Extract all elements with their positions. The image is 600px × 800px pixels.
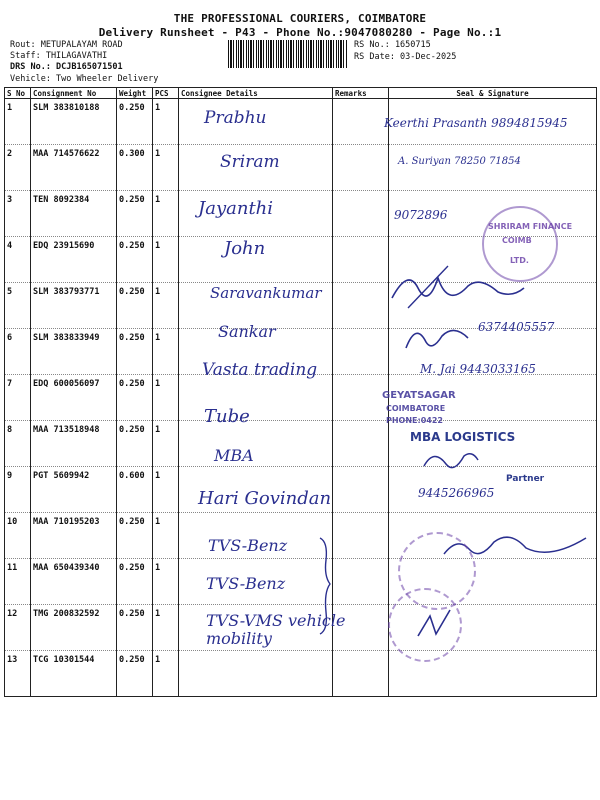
sno-cell: 4	[5, 237, 31, 283]
signature-text: A. Suriyan 78250 71854	[398, 156, 521, 167]
consignee-cell	[179, 421, 333, 467]
weight-cell: 0.250	[117, 283, 153, 329]
pcs-cell: 1	[153, 651, 179, 697]
route-label: Rout: METUPALAYAM ROAD	[10, 40, 123, 50]
weight-cell: 0.250	[117, 375, 153, 421]
table-header-row	[5, 88, 597, 99]
pcs-cell: 1	[153, 513, 179, 559]
rs-date: RS Date: 03-Dec-2025	[354, 52, 457, 62]
handwritten-consignee: Hari Govindan	[198, 488, 332, 509]
handwritten-consignee: Prabhu	[204, 108, 267, 128]
sno-cell: 13	[5, 651, 31, 697]
weight-cell: 0.600	[117, 467, 153, 513]
handwritten-consignee: Vasta trading	[202, 360, 318, 380]
seal-text: SHRIRAM FINANCE	[488, 222, 573, 231]
pcs-cell: 1	[153, 421, 179, 467]
consignment-cell: SLM 383793771	[31, 283, 117, 329]
rs-number: RS No.: 1650715	[354, 40, 431, 50]
weight-cell: 0.250	[117, 329, 153, 375]
signature-cell	[389, 145, 597, 191]
table-row	[5, 651, 597, 697]
sno-cell: 1	[5, 99, 31, 145]
remarks-cell	[333, 283, 389, 329]
col-header-sno: S No	[5, 88, 31, 99]
weight-cell: 0.250	[117, 191, 153, 237]
weight-cell: 0.250	[117, 651, 153, 697]
remarks-cell	[333, 237, 389, 283]
remarks-cell	[333, 651, 389, 697]
weight-cell: 0.250	[117, 99, 153, 145]
sno-cell: 12	[5, 605, 31, 651]
table-row	[5, 145, 597, 191]
handwritten-consignee: TVS-Benz	[206, 574, 286, 593]
weight-cell: 0.250	[117, 513, 153, 559]
consignment-cell: MAA 650439340	[31, 559, 117, 605]
sno-cell: 3	[5, 191, 31, 237]
col-header-consignment: Consignment No	[31, 88, 117, 99]
consignee-cell	[179, 375, 333, 421]
pcs-cell: 1	[153, 375, 179, 421]
pcs-cell: 1	[153, 145, 179, 191]
seal-text: LTD.	[510, 256, 529, 265]
pcs-cell: 1	[153, 191, 179, 237]
signature-scribble	[402, 318, 472, 358]
col-header-weight: Weight	[117, 88, 153, 99]
signature-text: 6374405557	[478, 320, 555, 334]
seal-text: GEYATSAGAR	[382, 390, 456, 401]
col-header-signature: Seal & Signature	[389, 88, 597, 99]
col-header-remarks: Remarks	[333, 88, 389, 99]
remarks-cell	[333, 329, 389, 375]
logistics-stamp: MBA LOGISTICS	[410, 430, 516, 444]
sno-cell: 11	[5, 559, 31, 605]
seal-text: PHONE:0422	[386, 416, 443, 425]
weight-cell: 0.300	[117, 145, 153, 191]
remarks-cell	[333, 513, 389, 559]
consignment-cell: EDQ 23915690	[31, 237, 117, 283]
signature-text: M. Jai 9443033165	[420, 362, 536, 376]
remarks-cell	[333, 145, 389, 191]
pcs-cell: 1	[153, 329, 179, 375]
round-seal-stamp	[388, 588, 462, 662]
consignment-cell: MAA 713518948	[31, 421, 117, 467]
pcs-cell: 1	[153, 99, 179, 145]
staff-label: Staff: THILAGAVATHI	[10, 51, 108, 61]
sno-cell: 8	[5, 421, 31, 467]
consignment-cell: TCG 10301544	[31, 651, 117, 697]
handwritten-consignee: TVS-VMS vehicle mobility	[206, 611, 346, 648]
sno-cell: 10	[5, 513, 31, 559]
signature-text: Keerthi Prasanth 9894815945	[384, 116, 568, 130]
consignment-cell: MAA 710195203	[31, 513, 117, 559]
consignment-cell: PGT 5609942	[31, 467, 117, 513]
handwritten-consignee: MBA	[214, 446, 254, 465]
sno-cell: 5	[5, 283, 31, 329]
signature-text: 9445266965	[418, 486, 495, 500]
runsheet-table	[4, 87, 597, 697]
sno-cell: 7	[5, 375, 31, 421]
sno-cell: 6	[5, 329, 31, 375]
partner-stamp: Partner	[506, 474, 545, 484]
vehicle-label: Vehicle: Two Wheeler Delivery	[10, 74, 159, 84]
signature-text: 9072896	[394, 208, 448, 222]
handwritten-consignee: Sankar	[218, 322, 276, 341]
handwritten-consignee: John	[224, 238, 266, 259]
remarks-cell	[333, 191, 389, 237]
consignment-cell: SLM 383833949	[31, 329, 117, 375]
consignment-cell: MAA 714576622	[31, 145, 117, 191]
remarks-cell	[333, 467, 389, 513]
consignment-cell: SLM 383810188	[31, 99, 117, 145]
handwritten-consignee: Tube	[204, 406, 250, 427]
consignment-cell: TMG 200832592	[31, 605, 117, 651]
remarks-cell	[333, 99, 389, 145]
weight-cell: 0.250	[117, 421, 153, 467]
col-header-consignee: Consignee Details	[179, 88, 333, 99]
handwritten-consignee: Jayanthi	[198, 198, 274, 219]
table-row	[5, 375, 597, 421]
weight-cell: 0.250	[117, 559, 153, 605]
handwritten-consignee: TVS-Benz	[208, 536, 288, 555]
company-title: THE PROFESSIONAL COURIERS, COIMBATORE	[173, 12, 427, 25]
sno-cell: 9	[5, 467, 31, 513]
pcs-cell: 1	[153, 283, 179, 329]
pcs-cell: 1	[153, 559, 179, 605]
weight-cell: 0.250	[117, 237, 153, 283]
handwritten-consignee: Sriram	[220, 152, 280, 172]
consignment-cell: EDQ 600056097	[31, 375, 117, 421]
drs-number: DRS No.: DCJB165071501	[10, 62, 123, 72]
handwritten-consignee: Saravankumar	[210, 284, 322, 302]
signature-scribble	[420, 446, 480, 476]
sno-cell: 2	[5, 145, 31, 191]
consignee-cell	[179, 651, 333, 697]
pcs-cell: 1	[153, 467, 179, 513]
remarks-cell	[333, 375, 389, 421]
seal-text: COIMB	[502, 236, 532, 245]
remarks-cell	[333, 421, 389, 467]
brace-mark	[318, 536, 332, 636]
remarks-cell	[333, 559, 389, 605]
pcs-cell: 1	[153, 605, 179, 651]
seal-text: COIMBATORE	[386, 404, 446, 413]
col-header-pcs: PCS	[153, 88, 179, 99]
barcode	[228, 40, 348, 68]
consignment-cell: TEN 8092384	[31, 191, 117, 237]
weight-cell: 0.250	[117, 605, 153, 651]
runsheet-subtitle: Delivery Runsheet - P43 - Phone No.:9047080280 - Page No.:1	[98, 26, 502, 39]
pcs-cell: 1	[153, 237, 179, 283]
